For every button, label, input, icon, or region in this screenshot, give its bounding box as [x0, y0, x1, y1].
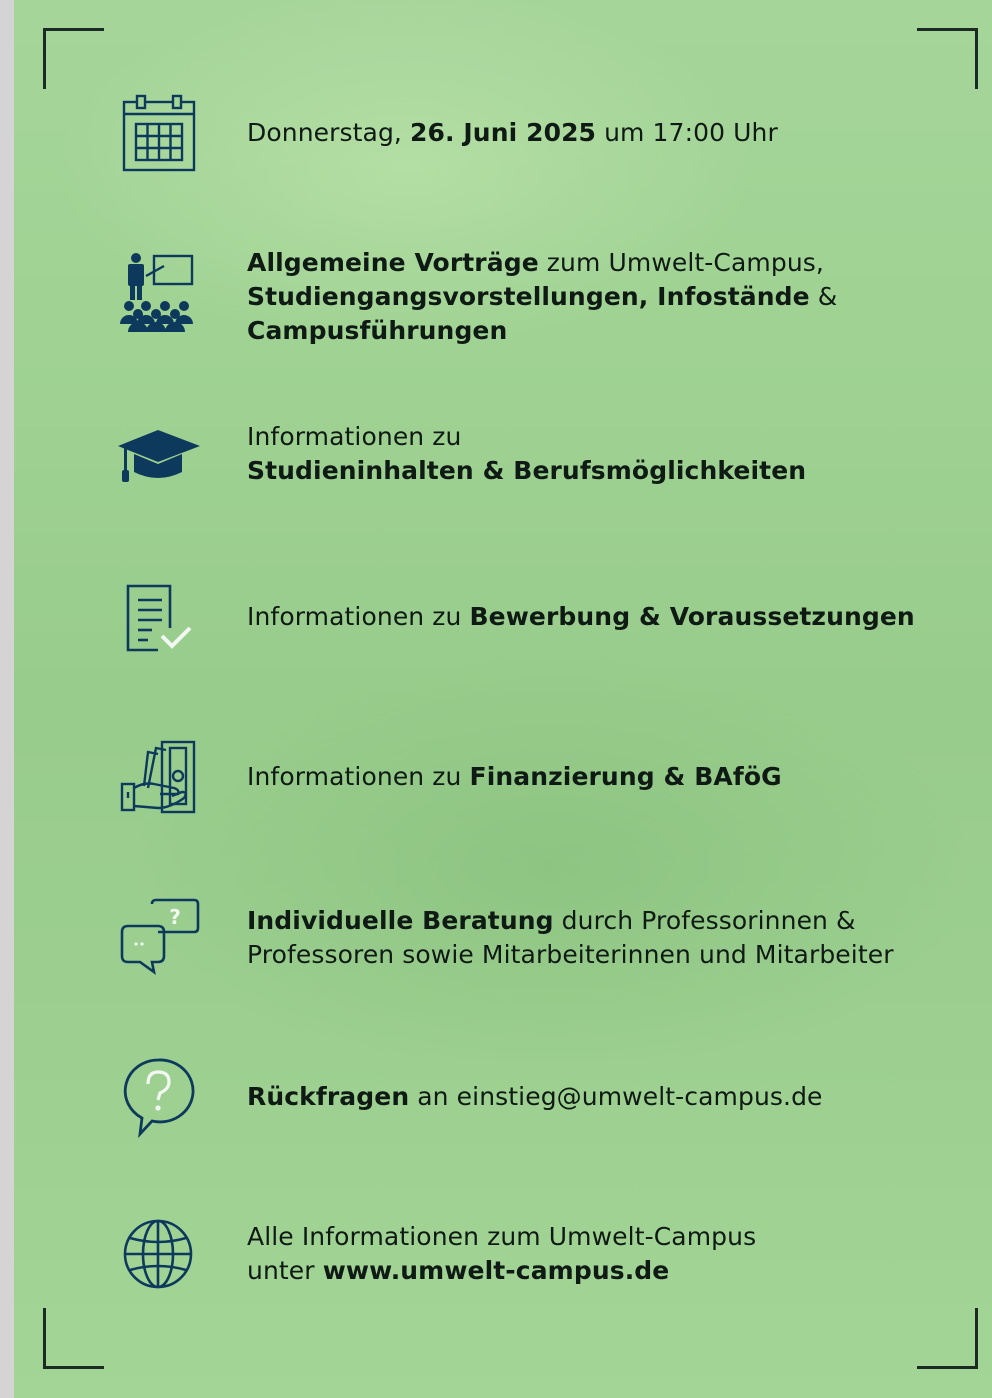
crop-mark-top-right: [917, 28, 978, 89]
text-run: Professoren sowie Mitarbeiterinnen und Mitarbeiter: [247, 940, 894, 969]
text-run: &: [809, 282, 838, 311]
bold-text-run: Bewerbung & Voraussetzungen: [469, 602, 915, 631]
bold-text-run: Studieninhalten & Berufsmöglichkeiten: [247, 456, 807, 485]
text-run: unter: [247, 1256, 323, 1285]
info-text-financing: [247, 760, 947, 794]
bold-text-run: Allgemeine Vorträge: [247, 248, 539, 277]
text-run: Alle Informationen zum Umwelt-Campus: [247, 1222, 757, 1251]
info-text-date: [247, 116, 947, 150]
bold-text-run: www.umwelt-campus.de: [322, 1256, 670, 1285]
chat-bubbles-question-icon: [118, 896, 200, 978]
text-line: [247, 454, 947, 488]
text-run: Donnerstag,: [247, 118, 411, 147]
info-text-counseling: [247, 904, 947, 972]
text-run: Informationen zu: [247, 422, 462, 451]
text-line: [247, 938, 947, 972]
text-line: [247, 904, 947, 938]
crop-mark-bottom-right: [917, 1308, 978, 1369]
calendar-icon: [118, 92, 200, 174]
money-hand-icon: [118, 738, 200, 820]
text-line: [247, 246, 947, 280]
text-line: [247, 760, 947, 794]
crop-mark-top-left: [43, 28, 104, 89]
text-line: [247, 1254, 947, 1288]
svg-text:?: ?: [169, 905, 181, 929]
info-text-website: [247, 1220, 947, 1288]
text-run: an einstieg@umwelt-campus.de: [409, 1082, 823, 1111]
bold-text-run: Individuelle Beratung: [247, 906, 554, 935]
crop-mark-bottom-left: [43, 1308, 104, 1369]
info-text-application: [247, 600, 947, 634]
text-run: durch Professorinnen &: [553, 906, 856, 935]
bold-text-run: Studiengangsvorstellungen, Infostände: [247, 282, 810, 311]
checklist-document-icon: [118, 580, 200, 662]
text-line: [247, 1220, 947, 1254]
bold-text-run: Rückfragen: [247, 1082, 410, 1111]
text-line: [247, 600, 947, 634]
bold-text-run: 26. Juni 2025: [410, 118, 597, 147]
text-line: [247, 116, 947, 150]
bold-text-run: Finanzierung & BAföG: [469, 762, 782, 791]
graduation-cap-icon: [118, 416, 200, 498]
bold-text-run: Campusführungen: [247, 316, 508, 345]
info-text-contact: [247, 1080, 947, 1114]
text-run: zum Umwelt-Campus,: [538, 248, 824, 277]
text-line: [247, 420, 947, 454]
flyer-page: [14, 0, 992, 1398]
text-run: Informationen zu: [247, 762, 470, 791]
text-line: [247, 280, 947, 314]
text-run: Informationen zu: [247, 602, 470, 631]
text-run: um 17:00 Uhr: [596, 118, 778, 147]
globe-icon: [118, 1216, 200, 1298]
question-bubble-icon: [118, 1056, 200, 1138]
text-line: [247, 1080, 947, 1114]
info-text-study-content: [247, 420, 947, 488]
text-line: [247, 314, 947, 348]
info-text-lectures: [247, 246, 947, 348]
presentation-audience-icon: [118, 250, 200, 332]
